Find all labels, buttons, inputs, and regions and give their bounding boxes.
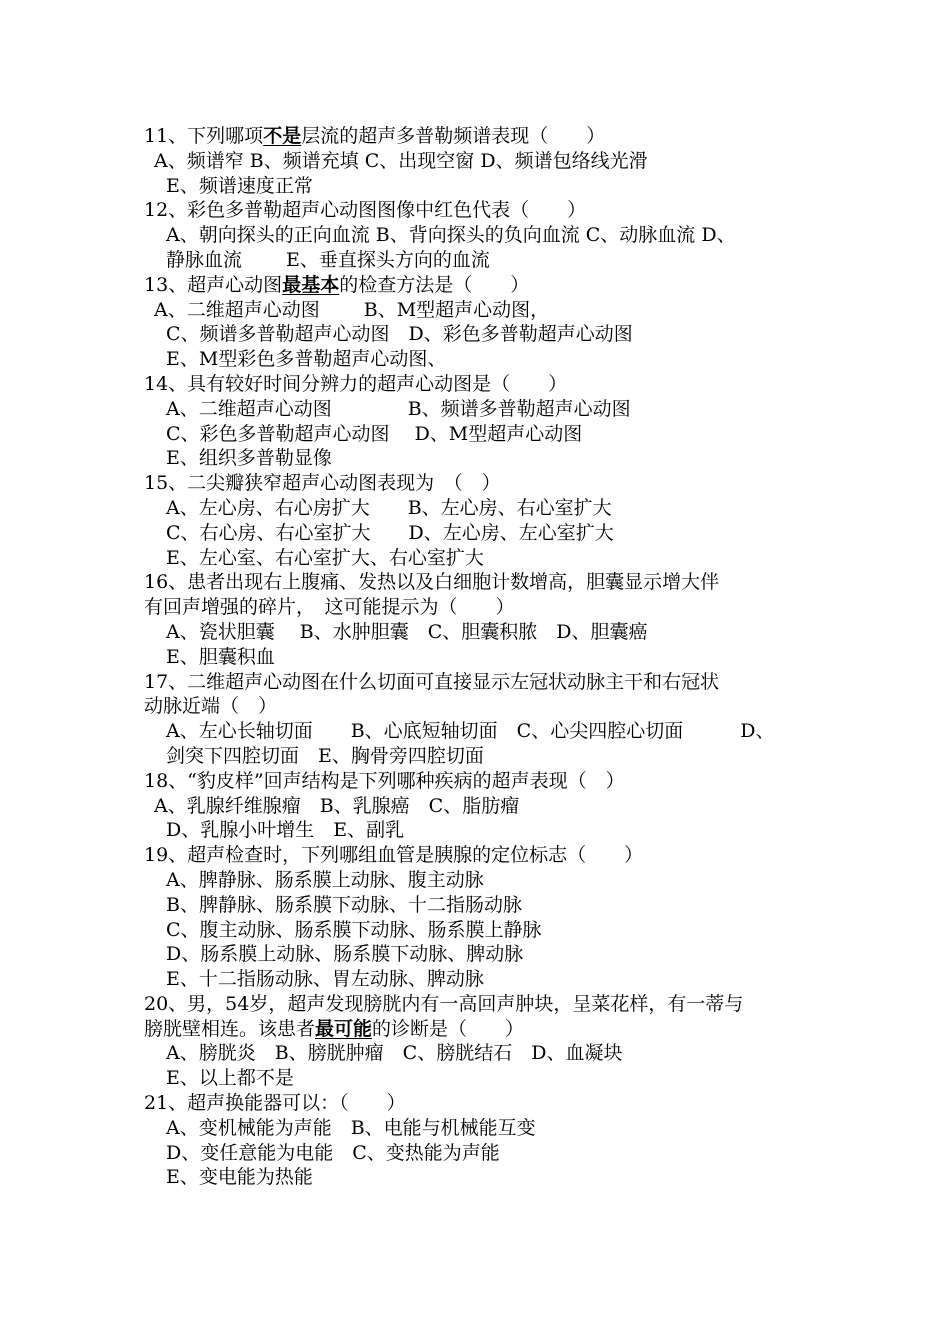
question-21-options: E、变电能为热能 xyxy=(166,1166,313,1189)
question-13-stem xyxy=(144,273,816,298)
question-16-stem: 有回声增强的碎片， 这可能提示为（ ） xyxy=(144,596,515,619)
question-12-stem: 12、彩色多普勒超声心动图图像中红色代表（ ） xyxy=(144,199,587,222)
question-text: 11、下列哪项 xyxy=(144,125,264,147)
question-15-options: A、左心房、右心房扩大 B、左心房、右心室扩大 xyxy=(166,496,612,519)
question-15-stem: 15、二尖瓣狭窄超声心动图表现为 （ ） xyxy=(144,472,501,495)
question-text: 的检查方法是（ ） xyxy=(339,273,530,296)
question-14-options: E、组织多普勒显像 xyxy=(166,447,332,470)
question-21-options: A、变机械能为声能 B、电能与机械能互变 xyxy=(166,1116,536,1139)
question-19-options: D、肠系膜上动脉、肠系膜下动脉、脾动脉 xyxy=(166,943,524,966)
question-12-options: 静脉血流 E、垂直探头方向的血流 xyxy=(166,248,490,271)
question-15-options: E、左心室、右心室扩大、右心室扩大 xyxy=(166,546,484,569)
question-20-options: E、以上都不是 xyxy=(166,1067,294,1090)
question-14-stem: 14、具有较好时间分辨力的超声心动图是（ ） xyxy=(144,372,568,395)
question-20-stem: 20、男，54岁，超声发现膀胱内有一高回声肿块，呈菜花样，有一蒂与 xyxy=(144,992,744,1015)
question-16-stem: 16、患者出现右上腹痛、发热以及白细胞计数增高，胆囊显示增大伴 xyxy=(144,571,720,594)
question-19-options: C、腹主动脉、肠系膜下动脉、肠系膜上静脉 xyxy=(166,918,542,941)
question-13-options: A、二维超声心动图 B、M型超声心动图， xyxy=(154,298,550,321)
question-11-options: E、频谱速度正常 xyxy=(166,174,313,197)
question-20-options: A、膀胱炎 B、膀胱肿瘤 C、膀胱结石 D、血凝块 xyxy=(166,1042,623,1065)
question-text: 的诊断是（ ） xyxy=(372,1017,525,1040)
question-14-options: C、彩色多普勒超声心动图 D、M型超声心动图 xyxy=(166,422,583,445)
question-21-stem: 21、超声换能器可以：（ ） xyxy=(144,1092,406,1115)
question-18-options: D、乳腺小叶增生 E、副乳 xyxy=(166,819,405,842)
exam-page xyxy=(144,124,816,1190)
question-19-options: B、脾静脉、肠系膜下动脉、十二指肠动脉 xyxy=(166,893,522,916)
question-17-stem: 17、二维超声心动图在什么切面可直接显示左冠状动脉主干和右冠状 xyxy=(144,670,720,693)
question-16-options: E、胆囊积血 xyxy=(166,645,275,668)
question-11-stem xyxy=(144,124,816,149)
question-text: 13、超声心动图 xyxy=(144,273,283,296)
question-17-options: 剑突下四腔切面 E、胸骨旁四腔切面 xyxy=(166,744,484,767)
question-11-options: A、频谱窄 B、频谱充填 C、出现空窗 D、频谱包络线光滑 xyxy=(154,149,648,172)
emphasis-text: 最基本 xyxy=(282,273,340,296)
question-21-options: D、变任意能为电能 C、变热能为声能 xyxy=(166,1141,500,1164)
question-19-options: A、脾静脉、肠系膜上动脉、腹主动脉 xyxy=(166,868,484,891)
question-text: 层流的超声多普勒频谱表现（ ） xyxy=(301,125,606,147)
question-text: 膀胱壁相连。该患者 xyxy=(144,1017,316,1040)
question-14-options: A、二维超声心动图 B、频谱多普勒超声心动图 xyxy=(166,397,631,420)
question-16-options: A、瓷状胆囊 B、水肿胆囊 C、胆囊积脓 D、胆囊癌 xyxy=(166,620,648,643)
question-12-options: A、朝向探头的正向血流 B、背向探头的负向血流 C、动脉血流 D、 xyxy=(166,224,736,247)
question-19-options: E、十二指肠动脉、胃左动脉、脾动脉 xyxy=(166,968,484,991)
emphasis-text: 不是 xyxy=(263,125,302,147)
question-15-options: C、右心房、右心室扩大 D、左心房、左心室扩大 xyxy=(166,521,614,544)
question-19-stem: 19、超声检查时，下列哪组血管是胰腺的定位标志（ ） xyxy=(144,844,644,867)
question-20-stem xyxy=(144,1017,816,1042)
question-17-stem: 动脉近端（ ） xyxy=(144,695,278,718)
emphasis-text: 最可能 xyxy=(315,1017,373,1040)
question-18-options: A、乳腺纤维腺瘤 B、乳腺癌 C、脂肪瘤 xyxy=(154,794,520,817)
question-13-options: E、M型彩色多普勒超声心动图、 xyxy=(166,348,447,371)
question-13-options: C、频谱多普勒超声心动图 D、彩色多普勒超声心动图 xyxy=(166,323,633,346)
question-17-options: A、左心长轴切面 B、心底短轴切面 C、心尖四腔心切面 D、 xyxy=(166,720,775,743)
question-18-stem: 18、“豹皮样”回声结构是下列哪种疾病的超声表现（ ） xyxy=(144,769,625,792)
